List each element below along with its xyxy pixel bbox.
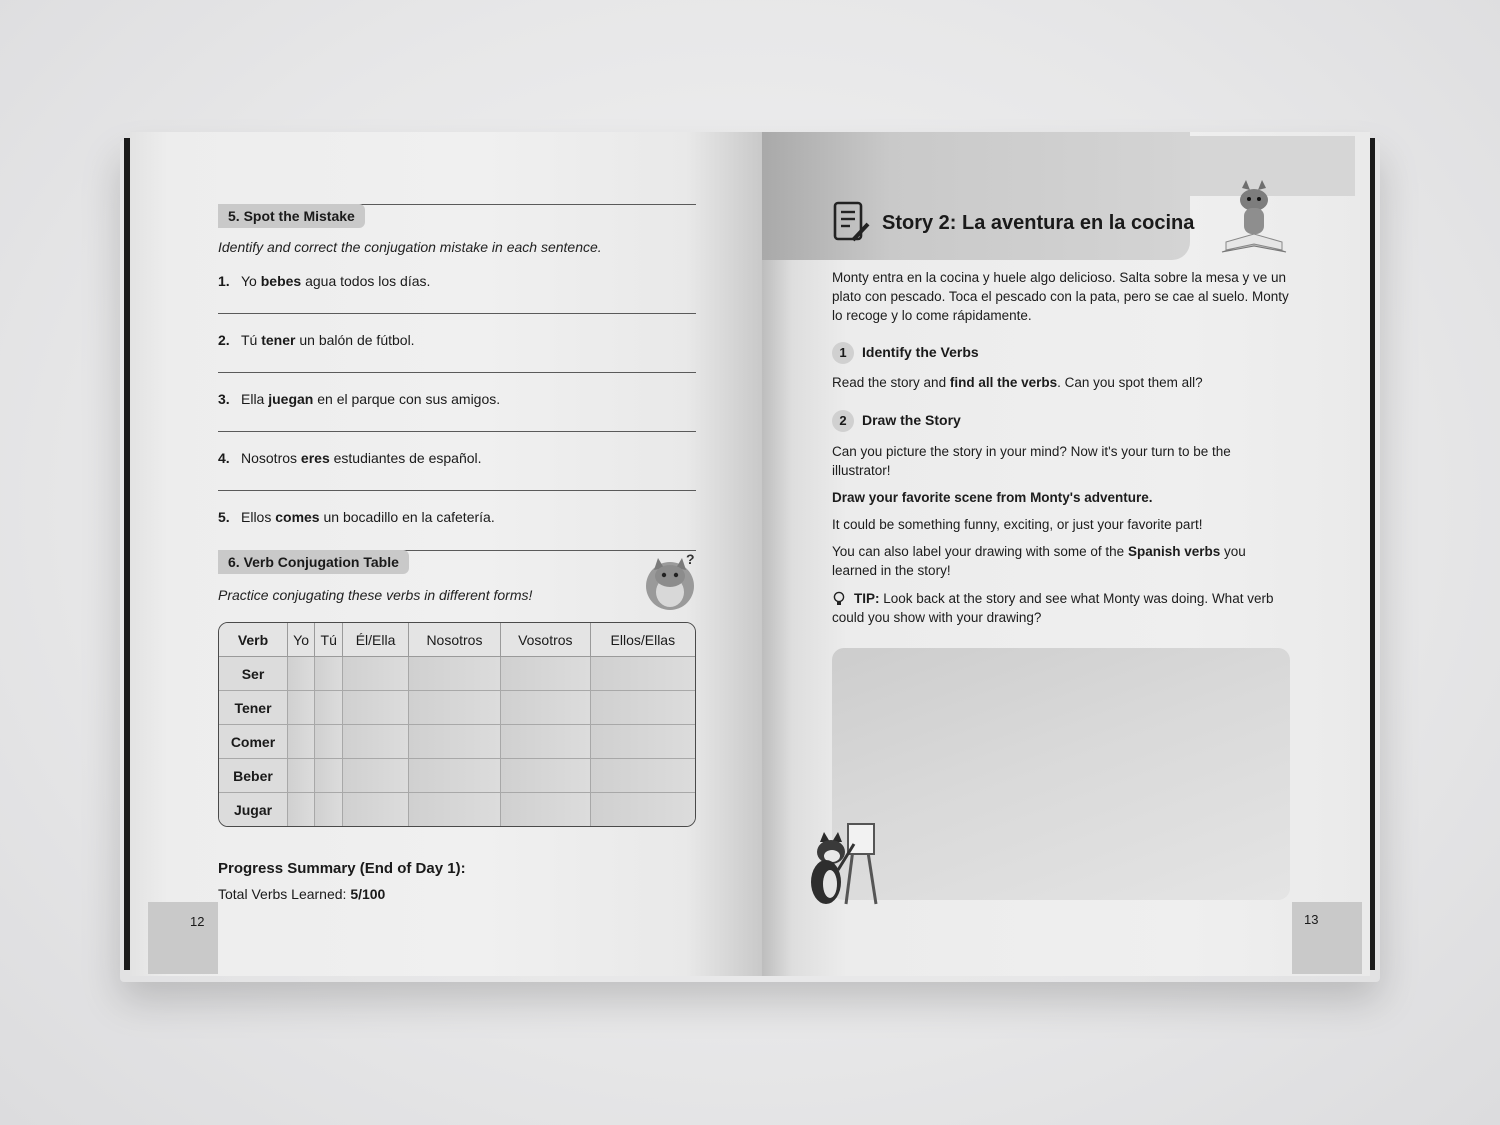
lightbulb-icon	[832, 591, 846, 607]
item-number: 4.	[218, 450, 230, 466]
tip-text: Look back at the story and see what Monty was doing. What verb could you show with your drawing?	[832, 591, 1274, 625]
mistake-item-3	[218, 391, 500, 407]
item-text-before: Yo	[241, 273, 261, 289]
step-2-paragraph-4	[832, 542, 1292, 580]
table-cell[interactable]	[288, 793, 315, 826]
table-cell[interactable]	[501, 725, 591, 759]
document-pencil-icon	[832, 200, 872, 246]
table-cell[interactable]	[591, 759, 695, 793]
item-text-before: Ella	[241, 391, 269, 407]
table-cell[interactable]	[409, 657, 501, 691]
step-number: 1	[832, 342, 854, 364]
step-1-text	[832, 373, 1292, 392]
page-number: 13	[1304, 912, 1319, 927]
table-cell[interactable]	[288, 725, 315, 759]
text-after: you learned in the story!	[832, 544, 1246, 578]
table-cell[interactable]	[501, 657, 591, 691]
step-title: Draw the Story	[862, 412, 961, 428]
text-after: . Can you spot them all?	[1057, 375, 1203, 390]
table-cell[interactable]	[343, 759, 409, 793]
table-cell[interactable]	[343, 691, 409, 725]
item-text-after: estudiantes de español.	[329, 450, 482, 466]
item-text-after: un balón de fútbol.	[295, 332, 415, 348]
table-cell[interactable]	[501, 759, 591, 793]
table-row	[219, 691, 695, 725]
progress-label: Total Verbs Learned:	[218, 886, 351, 902]
item-number: 3.	[218, 391, 230, 407]
table-cell[interactable]	[591, 691, 695, 725]
step-title: Identify the Verbs	[862, 344, 979, 360]
cat-thinking-icon	[644, 552, 698, 612]
tip-label: TIP:	[854, 591, 880, 606]
item-text-after: agua todos los días.	[301, 273, 431, 289]
answer-line-4[interactable]	[218, 490, 696, 491]
section-5-instruction: Identify and correct the conjugation mistake in each sentence.	[218, 239, 602, 255]
item-number: 5.	[218, 509, 230, 525]
row-verb: Ser	[219, 657, 288, 691]
progress-summary-line	[218, 886, 385, 902]
table-cell[interactable]	[288, 657, 315, 691]
progress-summary-title: Progress Summary (End of Day 1):	[218, 860, 466, 877]
table-row	[219, 759, 695, 793]
mistake-item-2	[218, 332, 415, 348]
step-2-paragraph-2: Draw your favorite scene from Monty's adventure.	[832, 490, 1153, 505]
item-text-before: Nosotros	[241, 450, 301, 466]
step-number: 2	[832, 410, 854, 432]
answer-line-3[interactable]	[218, 431, 696, 432]
story-title: Story 2: La aventura en la cocina	[882, 212, 1195, 234]
text-before: Read the story and	[832, 375, 950, 390]
table-cell[interactable]	[409, 691, 501, 725]
item-text-after: en el parque con sus amigos.	[313, 391, 501, 407]
table-row	[219, 657, 695, 691]
column-header: Vosotros	[501, 623, 591, 657]
svg-text:?: ?	[686, 552, 695, 567]
item-wrong-verb: juegan	[268, 391, 314, 407]
table-cell[interactable]	[315, 759, 343, 793]
table-cell[interactable]	[343, 725, 409, 759]
row-verb: Beber	[219, 759, 288, 793]
table-row	[219, 793, 695, 826]
step-2-paragraph-3: It could be something funny, exciting, or just your favorite part!	[832, 517, 1203, 532]
table-cell[interactable]	[315, 725, 343, 759]
title-band	[762, 132, 1190, 260]
column-header: Nosotros	[409, 623, 501, 657]
step-2-paragraph-1: Can you picture the story in your mind? Now it's your turn to be the illustrator!	[832, 444, 1231, 478]
step-1-heading	[832, 342, 979, 364]
text-bold: find all the verbs	[949, 375, 1058, 390]
table-cell[interactable]	[501, 793, 591, 826]
section-6-instruction: Practice conjugating these verbs in different forms!	[218, 587, 533, 603]
item-text-before: Ellos	[241, 509, 276, 525]
item-wrong-verb: comes	[275, 509, 320, 525]
table-cell[interactable]	[315, 691, 343, 725]
progress-value: 5/100	[350, 886, 386, 902]
section-5-title: 5. Spot the Mistake	[218, 204, 365, 228]
item-wrong-verb: eres	[300, 450, 330, 466]
left-page	[130, 132, 762, 976]
table-cell[interactable]	[343, 657, 409, 691]
text-bold: Spanish verbs	[1127, 544, 1221, 559]
row-verb: Jugar	[219, 793, 288, 826]
table-cell[interactable]	[591, 657, 695, 691]
table-cell[interactable]	[501, 691, 591, 725]
column-header: Tú	[315, 623, 343, 657]
section-6-title: 6. Verb Conjugation Table	[218, 550, 409, 574]
table-cell[interactable]	[591, 793, 695, 826]
table-header-row	[219, 623, 695, 657]
item-number: 1.	[218, 273, 230, 289]
table-cell[interactable]	[591, 725, 695, 759]
answer-line-1[interactable]	[218, 313, 696, 314]
right-page	[762, 132, 1370, 976]
row-verb: Tener	[219, 691, 288, 725]
table-cell[interactable]	[409, 759, 501, 793]
table-cell[interactable]	[315, 657, 343, 691]
table-row	[219, 725, 695, 759]
cat-painting-easel-icon	[806, 812, 882, 908]
table-cell[interactable]	[343, 793, 409, 826]
page-number-box	[1292, 902, 1362, 974]
row-verb: Comer	[219, 725, 288, 759]
text-before: You can also label your drawing with some of the	[832, 544, 1128, 559]
column-header: Ellos/Ellas	[591, 623, 695, 657]
page-number-box	[148, 902, 218, 974]
verb-conjugation-table	[218, 622, 696, 827]
item-wrong-verb: bebes	[260, 273, 302, 289]
mistake-item-5	[218, 509, 495, 525]
item-wrong-verb: tener	[261, 332, 296, 348]
column-header: Verb	[219, 623, 288, 657]
cat-reading-book-icon	[1218, 180, 1290, 256]
column-header: Yo	[288, 623, 315, 657]
mistake-item-1	[218, 273, 430, 289]
table-cell[interactable]	[288, 691, 315, 725]
story-text: Monty entra en la cocina y huele algo delicioso. Salta sobre la mesa y ve un plato con pescado. Toca el pescado con la pata, pero se cae al suelo. Monty lo recoge y lo come rápidamente.	[832, 270, 1289, 323]
item-text-before: Tú	[241, 332, 262, 348]
column-header: Él/Ella	[343, 623, 409, 657]
table-cell[interactable]	[288, 759, 315, 793]
table-cell[interactable]	[315, 793, 343, 826]
item-text-after: un bocadillo en la cafetería.	[319, 509, 495, 525]
tip-paragraph	[832, 589, 1292, 627]
page-number: 12	[190, 914, 205, 929]
answer-line-2[interactable]	[218, 372, 696, 373]
table-cell[interactable]	[409, 725, 501, 759]
table-cell[interactable]	[409, 793, 501, 826]
drawing-area[interactable]	[832, 648, 1290, 900]
step-2-heading	[832, 410, 961, 432]
item-number: 2.	[218, 332, 230, 348]
mistake-item-4	[218, 450, 482, 466]
